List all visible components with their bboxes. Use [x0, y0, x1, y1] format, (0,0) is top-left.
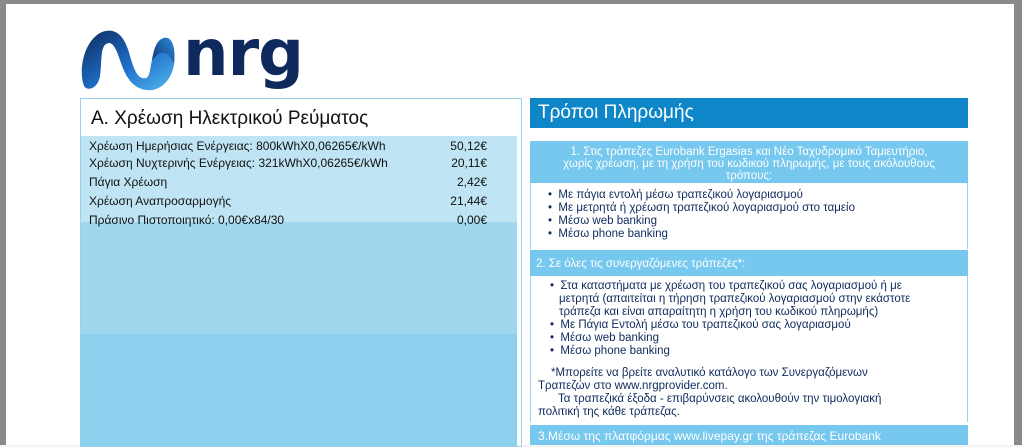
- list-item: • Με πάγια εντολή μέσω τραπεζικού λογαριασμού: [548, 189, 803, 201]
- method-1-line: 1. Στις τράπεζες Eurobank Ergasias και Νέο Ταχυδρομικό Ταμιευτήριο,: [570, 146, 928, 158]
- charges-table: [81, 136, 521, 446]
- charge-amount: 0,00€: [456, 213, 487, 227]
- list-item-text: Με πάγια εντολή μέσω τραπεζικού λογαριασμού: [558, 189, 803, 201]
- note-line: *Μπορείτε να βρείτε αναλυτικό κατάλογο των Συνεργαζόμενων: [551, 367, 868, 379]
- charge-label: Χρέωση Αναπροσαρμογής: [89, 194, 232, 208]
- payment-header: [530, 98, 968, 128]
- charge-amount: 20,11€: [451, 156, 487, 170]
- list-item: • Μέσω web banking: [548, 215, 657, 227]
- payment-title: Τρόποι Πληρωμής: [538, 102, 694, 123]
- list-item-text: Μέσω web banking: [560, 332, 659, 344]
- method-1-list: [530, 183, 968, 249]
- list-item-text: Μέσω web banking: [558, 215, 657, 227]
- method-2-list: [530, 276, 968, 422]
- charge-label: Χρέωση Νυχτερινής Ενέργειας: 321kWhX0,06265€/kWh: [89, 156, 388, 170]
- nrg-logo-text: nrg: [183, 17, 303, 91]
- note-line: πολιτική της κάθε τράπεζας.: [538, 406, 680, 418]
- list-item: • Μέσω web banking: [550, 332, 659, 344]
- table-band: [81, 334, 517, 446]
- list-item: • Με μετρητά ή χρέωση τραπεζικού λογαριασμού στο ταμείο: [548, 202, 855, 214]
- charge-row: [89, 139, 487, 155]
- payment-methods-section: [530, 98, 968, 445]
- list-item-text: Μέσω phone banking: [558, 228, 668, 240]
- method-3-header: [530, 425, 968, 445]
- charge-row: [89, 156, 487, 172]
- charge-row: [89, 175, 487, 191]
- charge-amount: 2,42€: [456, 175, 487, 189]
- charge-row: [89, 194, 487, 210]
- nrg-logo: [78, 17, 308, 95]
- charge-amount: 21,44€: [450, 194, 487, 208]
- note-line: Τραπεζών στο www.nrgprovider.com.: [538, 380, 728, 392]
- charge-label: Χρέωση Ημερήσιας Ενέργειας: 800kWhX0,06265€/kWh: [89, 139, 386, 153]
- window-frame-right: [1014, 0, 1022, 445]
- list-item: • Με Πάγια Εντολή μέσω του τραπεζικού σας λογαριασμού: [550, 319, 851, 331]
- charge-row: [89, 213, 487, 229]
- method-1-header: [530, 141, 968, 183]
- method-1-text: [530, 146, 968, 182]
- nrg-logo-mark: [78, 20, 178, 95]
- charge-label: Πράσινο Πιστοποιητικό: 0,00€x84/30: [89, 213, 285, 227]
- charge-label: Πάγια Χρέωση: [89, 175, 168, 189]
- list-item-text: Με Πάγια Εντολή μέσω του τραπεζικού σας λογαριασμού: [560, 319, 851, 331]
- list-item-text: Στα καταστήματα με χρέωση του τραπεζικού σας λογαριασμού ή με: [560, 280, 902, 292]
- method-1-line: τρόπους:: [725, 170, 773, 182]
- list-item-continued: τράπεζα και είναι απαραίτητη η χρήση του κωδικού πληρωμής): [559, 306, 879, 318]
- list-item: • Μέσω phone banking: [550, 345, 670, 357]
- list-item: • Στα καταστήματα με χρέωση του τραπεζικού σας λογαριασμού ή με: [550, 280, 902, 292]
- list-item: • Μέσω phone banking: [548, 228, 668, 240]
- electricity-charges-section: [80, 98, 522, 447]
- section-title: Α. Χρέωση Ηλεκτρικού Ρεύματος: [91, 108, 369, 129]
- list-item-text: Με μετρητά ή χρέωση τραπεζικού λογαριασμού στο ταμείο: [558, 202, 855, 214]
- table-band: [81, 222, 517, 334]
- method-3-title: 3.Μέσω της πλατφόρμας www.livepay.gr της τράπεζας Eurobank: [538, 429, 881, 443]
- method-2-header: [530, 250, 968, 276]
- method-1-line: χωρίς χρέωση, με τη χρήση του κωδικού πληρωμής, με τους ακόλουθους: [563, 158, 935, 170]
- list-item-text: Μέσω phone banking: [560, 345, 670, 357]
- method-2-title: 2. Σε όλες τις συνεργαζόμενες τράπεζες*:: [536, 258, 746, 270]
- list-item-continued: μετρητά (απαιτείται η τήρηση τραπεζικού λογαριασμού στην εκάστοτε: [559, 293, 911, 305]
- note-line: Τα τραπεζικά έξοδα - επιβαρύνσεις ακολουθούν την τιμολογιακή: [558, 393, 882, 405]
- charge-amount: 50,12€: [450, 139, 487, 153]
